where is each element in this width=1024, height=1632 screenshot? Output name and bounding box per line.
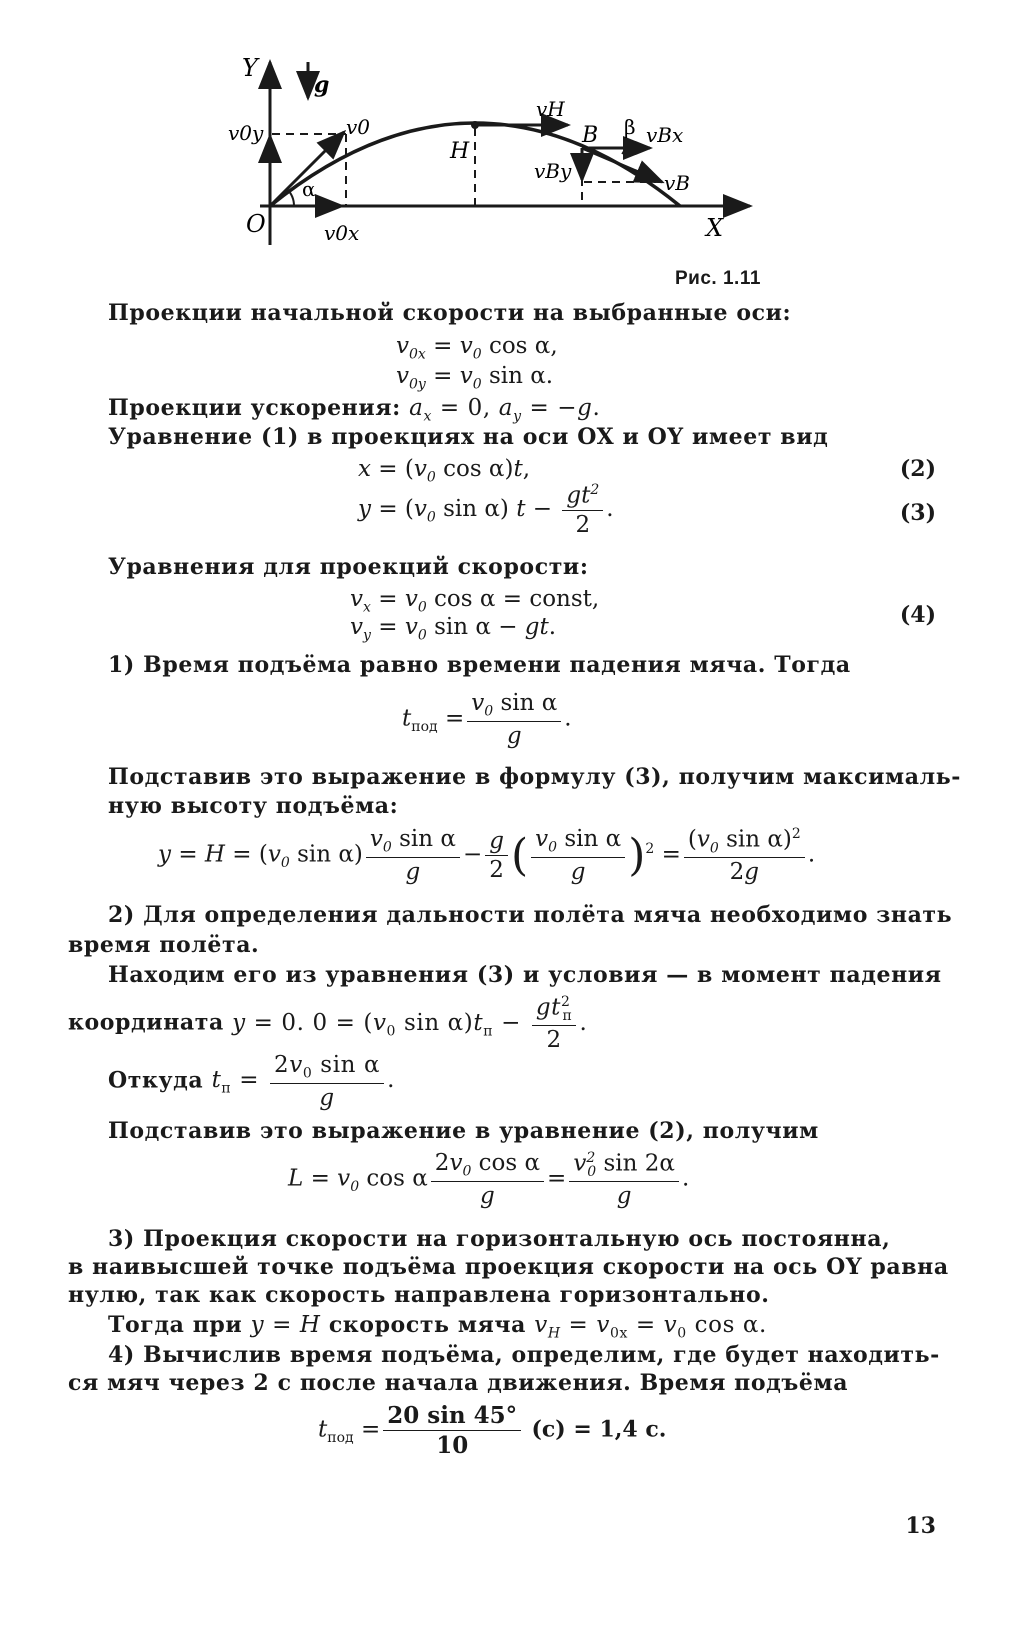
- trajectory-diagram: [210, 40, 790, 300]
- accel-equation: $a_x = 0$, $a_y = -g$.: [409, 395, 601, 425]
- label-v0: v0: [346, 115, 371, 139]
- paragraph-line: ся мяч через 2 с после начала движения. Время подъёма: [68, 1370, 849, 1396]
- equation-x: $x = (v_0$ cos α)t,: [358, 456, 531, 486]
- label-alpha: α: [302, 177, 316, 201]
- equation-vy: $v_y = v_0$ sin α − gt.: [350, 614, 557, 644]
- equation-vx: $v_x = v_0$ cos α = const,: [350, 586, 600, 616]
- label-y: Y: [242, 54, 258, 82]
- equation-max-height: $y = H = (v_0$ sin α) $\frac{v_0 \sin \alpha}{g}$ − $\frac{g}{2}$ ( $\frac{v_0 \sin \alpha}{g}$ )$^2$ = $\frac{(v_0 \sin \alpha)^2}{2g}$ .: [158, 826, 816, 886]
- equation-range: $L = v_0$ cos α $\frac{2v_0 \cos \alpha}{g}$ = $\frac{v^2_0 \sin 2\alpha}{g}$ .: [288, 1150, 690, 1210]
- equation-number: (3): [899, 500, 936, 526]
- paragraph-line: в наивысшей точке подъёма проекция скорости на ось OY равна: [68, 1254, 949, 1280]
- label-vbx: vBx: [646, 123, 684, 147]
- equation-flight-time: $t_п$ = $\frac{2v_0 \sin \alpha}{g}$ .: [211, 1052, 396, 1111]
- paragraph-line: Подставив это выражение в уравнение (2), получим: [108, 1118, 819, 1144]
- equation-number: (2): [899, 456, 936, 482]
- paragraph-line: Находим его из уравнения (3) и условия — в момент падения: [108, 962, 942, 988]
- equation-vh: $v_H = v_{0x} = v_0$ cos α.: [534, 1312, 767, 1342]
- coordinate-label: координата: [68, 1009, 224, 1036]
- label-x: X: [706, 214, 724, 242]
- paragraph-line: время полёта.: [68, 932, 260, 958]
- label-g: g: [314, 72, 330, 98]
- label-o: O: [246, 210, 266, 238]
- paragraph-line: Проекции начальной скорости на выбранные оси:: [108, 300, 792, 326]
- equation-landing: y = 0. $0 = (v_0$ $\sin \alpha)t_п$ − $\frac{gt^2_п}{2}$ .: [232, 994, 588, 1054]
- projectile-figure: [210, 40, 790, 300]
- paragraph-line: Подставив это выражение в формулу (3), получим максималь-: [108, 764, 961, 790]
- speed-label: скорость мяча: [328, 1312, 526, 1338]
- paragraph-line: [108, 1312, 767, 1342]
- paragraph-line: Уравнение (1) в проекциях на оси OX и OY имеет вид: [108, 424, 829, 450]
- label-vh: vH: [536, 97, 565, 121]
- label-beta: β: [624, 115, 636, 139]
- equation-v0x: $v_{0x} = v_0$ cos α,: [396, 333, 558, 363]
- paragraph-line: [108, 395, 600, 425]
- paragraph-line: 1) Время подъёма равно времени падения мяча. Тогда: [108, 652, 851, 678]
- equation-t-rise: $t_{под}$ = $\frac{v_0 \sin \alpha}{g}$ .: [402, 690, 572, 749]
- label-vb: vB: [664, 171, 690, 195]
- equation-condition: y = H: [250, 1312, 321, 1338]
- equation-y: $y = (v_0$ sin α) t − $\frac{gt^2}{2}$ .: [358, 482, 614, 538]
- label-v0x: v0x: [324, 221, 360, 245]
- page-number: 13: [905, 1513, 936, 1539]
- equation-number: (4): [899, 602, 936, 628]
- equation-rise-value: $t_{под}$ = $\frac{20 \sin 45^\circ}{10}$ (с) = 1,4 с.: [318, 1402, 667, 1459]
- equation-v0y: $v_{0y} = v_0$ sin α.: [396, 363, 554, 393]
- paragraph-line: Уравнения для проекций скорости:: [108, 554, 589, 580]
- label-v0y: v0y: [228, 121, 264, 145]
- then-label: Тогда при: [108, 1312, 243, 1338]
- paragraph-line: нулю, так как скорость направлена горизонтально.: [68, 1282, 770, 1308]
- paragraph-line: ную высоту подъёма:: [108, 793, 399, 819]
- figure-caption: Рис. 1.11: [675, 268, 761, 289]
- paragraph-line: 4) Вычислив время подъёма, определим, где будет находить-: [108, 1342, 940, 1368]
- paragraph-line: 2) Для определения дальности полёта мяча необходимо знать: [108, 902, 953, 928]
- paragraph-line: 3) Проекция скорости на горизонтальную ось постоянна,: [108, 1226, 891, 1252]
- label-b: B: [582, 123, 599, 148]
- label-vby: vBy: [534, 159, 572, 183]
- paragraph-line: [68, 994, 587, 1053]
- rise-value-result: (с) = 1,4 с.: [531, 1416, 667, 1443]
- accel-label: Проекции ускорения:: [108, 395, 401, 421]
- whence-label: Откуда: [108, 1067, 204, 1094]
- label-h: H: [450, 139, 470, 164]
- paragraph-line: [108, 1052, 395, 1111]
